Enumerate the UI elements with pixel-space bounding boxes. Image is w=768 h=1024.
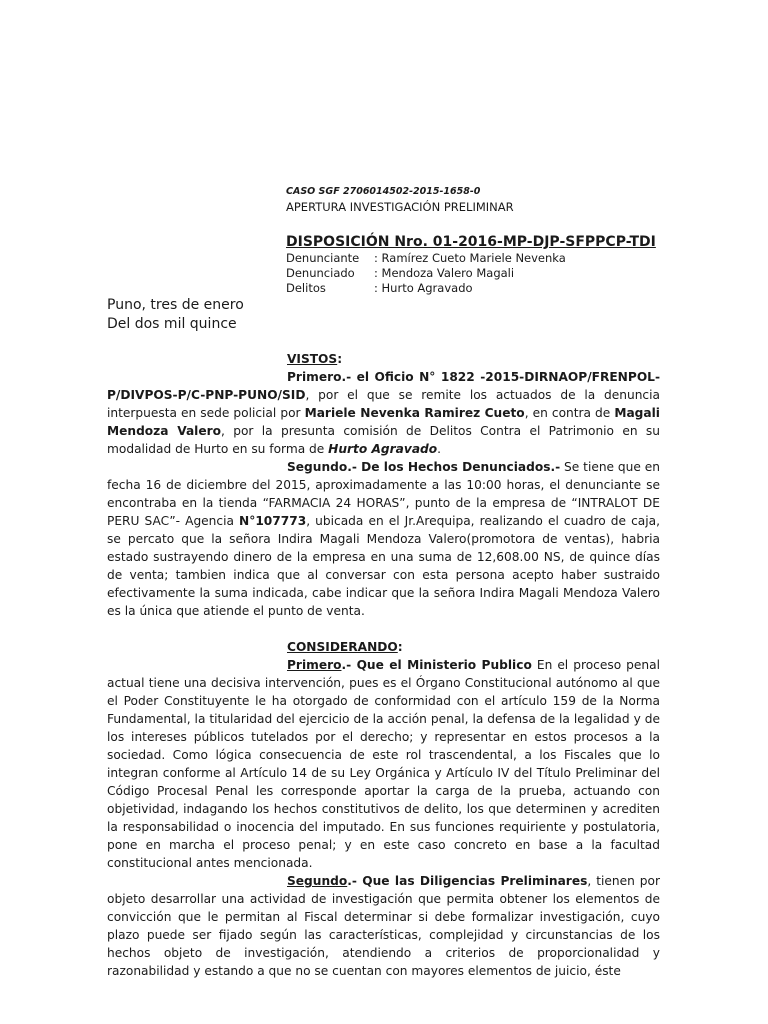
party-value: : Hurto Agravado bbox=[374, 281, 473, 295]
party-label: Denunciado bbox=[286, 266, 355, 280]
considerando-heading: CONSIDERANDO: bbox=[287, 640, 403, 654]
party-value: : Ramírez Cueto Mariele Nevenka bbox=[374, 251, 566, 265]
vistos-first-paragraph: Primero.- el Oficio N° 1822 -2015-DIRNAOP/FRENPOL-P/DIVPOS-P/C-PNP-PUNO/SID, por el que se remite los actuados de la denuncia interpuesta en sede policial por Mariele Nevenka Ramirez Cueto, en contra de Magali Mendoza Valero, por la presunta comisión de Delitos Contra el Patrimonio en su modalidad de Hurto en su forma de Hurto Agravado. bbox=[107, 370, 660, 456]
party-row-delitos bbox=[286, 281, 566, 296]
disposition-title: DISPOSICIÓN Nro. 01-2016-MP-DJP-SFPPCP-TDI bbox=[286, 234, 656, 250]
party-label: Delitos bbox=[286, 281, 326, 295]
considerando-second-paragraph: Segundo.- Que las Diligencias Preliminares, tienen por objeto desarrollar una actividad de investigación que permita obtener los elementos de convicción que le permitan al Fiscal determinar si debe formalizar investigación, cuyo plazo puede ser fijado según las características, complejidad y circunstancias de los hechos objeto de investigación, atendiendo a criterios de proporcionalidad y razonabilidad y estando a que no se cuentan con mayores elementos de juicio, éste bbox=[107, 874, 660, 978]
vistos-second-paragraph: Segundo.- De los Hechos Denunciados.- Se tiene que en fecha 16 de diciembre del 2015, aproximadamente a las 10:00 horas, el denunciante se encontraba en la tienda “FARMACIA 24 HORAS”, punto de la empresa de “INTRALOT DE PERU SAC”- Agencia N°107773, ubicada en el Jr.Arequipa, realizando el cuadro de caja, se percato que la señora Indira Magali Mendoza Valero(promotora de ventas), habria estado sustrayendo dinero de la empresa en una suma de 12,608.00 NS, de quince días de venta; tambien indica que al conversar con esta persona acepto haber sustraido efectivamente la suma indicada, cabe indicar que la señora Indira Magali Mendoza Valero es la única que atiende el punto de venta. bbox=[107, 460, 660, 618]
place-date-line1: Puno, tres de enero bbox=[107, 297, 244, 313]
case-number: CASO SGF 2706014502-2015-1658-0 bbox=[286, 186, 481, 197]
party-row-denunciado bbox=[286, 266, 566, 281]
party-value: : Mendoza Valero Magali bbox=[374, 266, 515, 280]
considerando-first-paragraph: Primero.- Que el Ministerio Publico En el proceso penal actual tiene una decisiva intervención, pues es el Órgano Constitucional autónomo al que el Poder Constituyente le ha otorgado de conformidad con el artículo 159 de la Norma Fundamental, la titularidad del ejercicio de la acción penal, la defensa de la legalidad y de los intereses públicos tutelados por el derecho; y representar en estos procesos a la sociedad. Como lógica consecuencia de este rol trascendental, a los Fiscales que lo integran conforme al Artículo 14 de su Ley Orgánica y Artículo IV del Título Preliminar del Código Procesal Penal les corresponde aportar la carga de la prueba, actuando con objetividad, indagando los hechos constitutivos de delito, los que determinen y acrediten la responsabilidad o inocencia del imputado. En sus funciones requiriente y postulatoria, pone en marcha el proceso penal; y en este caso concreto en base a la facultad constitucional antes mencionada. bbox=[107, 658, 660, 870]
place-date bbox=[107, 296, 244, 334]
place-date-line2: Del dos mil quince bbox=[107, 316, 237, 332]
party-row-denunciante bbox=[286, 251, 566, 266]
parties-block bbox=[286, 251, 566, 296]
vistos-heading: VISTOS: bbox=[287, 352, 343, 366]
party-label: Denunciante bbox=[286, 251, 360, 265]
document-body bbox=[107, 350, 660, 980]
case-subtitle: APERTURA INVESTIGACIÓN PRELIMINAR bbox=[286, 200, 514, 214]
section-gap bbox=[107, 620, 660, 638]
